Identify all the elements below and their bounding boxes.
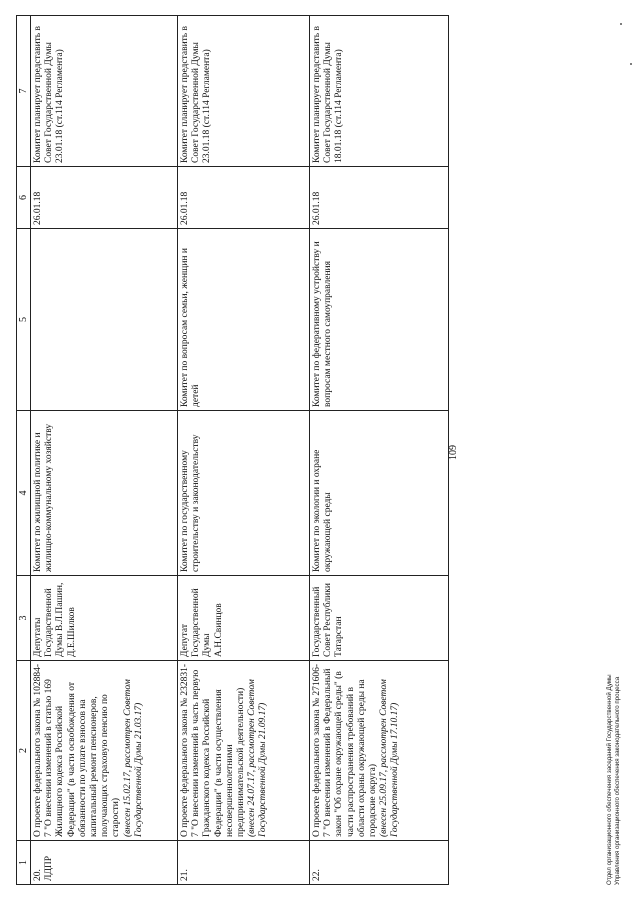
bill-note: (внесен 15.02.17, рассмотрен Советом Государственной Думы 21.03.17) xyxy=(122,679,144,837)
committee-plan: Комитет планирует представить в Совет Государственной Думы 23.01.18 (ст.114 Регламента) xyxy=(33,26,66,163)
committee-plan: Комитет планирует представить в Совет Государственной Думы 18.01.18 (ст.114 Регламента) xyxy=(312,26,345,163)
bill-note: (внесен 25.09.17, рассмотрен Советом Государственной Думы 17.10.17) xyxy=(379,679,401,837)
bill-author: Государственный Совет Республики Татарстан xyxy=(312,583,345,657)
page-number: 109 xyxy=(448,445,459,460)
header-col-3: 3 xyxy=(17,575,31,660)
header-col-5: 5 xyxy=(17,228,31,410)
row-number: 20. xyxy=(33,869,43,881)
header-col-1: 1 xyxy=(17,840,31,884)
scan-speck xyxy=(620,23,622,25)
co-committee: Комитет по вопросам семьи, женщин и детей xyxy=(180,248,202,407)
bill-note: (внесен 24.07.17, рассмотрен Советом Государственной Думы 21.09.17) xyxy=(247,679,269,837)
table-row xyxy=(178,16,309,884)
lead-committee: Комитет по государственному строительству и законодательству xyxy=(180,434,202,572)
bill-author: Депутат Государственной Думы А.Н.Свинцов xyxy=(180,588,224,657)
footer-line-2: Управления организационного обеспечения законодательного процесса xyxy=(614,676,621,885)
faction-tag: ЛДПР xyxy=(44,855,55,881)
bill-title: О проекте федерального закона № 232831-7 "О внесении изменений в часть первую Гражданского кодекса Российской Федерации" (в части осуществления несовершеннолетними предпринимательской деятельности) xyxy=(180,663,247,837)
row-number: 22. xyxy=(312,869,322,881)
row-number: 21. xyxy=(180,869,190,881)
footer xyxy=(606,674,622,885)
committee-plan: Комитет планирует представить в Совет Государственной Думы 23.01.18 (ст.114 Регламента) xyxy=(180,26,213,163)
table-row xyxy=(31,16,177,884)
bill-title: О проекте федерального закона № 271606-7 "О внесении изменений в Федеральный закон "Об охране окружающей среды" (в части распространения требований в области охраны окружающей среды на городские округа) xyxy=(312,663,379,837)
co-committee: Комитет по федеративному устройству и вопросам местного самоуправления xyxy=(312,241,334,407)
footer-line-1: Отдел организационного обеспечения заседаний Государственной Думы xyxy=(606,674,613,885)
scan-speck xyxy=(630,63,632,65)
lead-committee: Комитет по жилищной политике и жилищно-коммунальному хозяйству xyxy=(33,423,55,572)
bills-table xyxy=(16,15,449,885)
bill-author: Депутаты Государственной Думы В.Л.Пашин, Д.Е.Шилков xyxy=(33,582,77,657)
header-col-7: 7 xyxy=(17,16,31,166)
review-date: 26.01.18 xyxy=(312,191,322,225)
lead-committee: Комитет по экологии и охране окружающей среды xyxy=(312,449,334,572)
header-col-2: 2 xyxy=(17,660,31,840)
header-col-6: 6 xyxy=(17,166,31,228)
bill-title: О проекте федерального закона № 102884-7 "О внесении изменений в статью 169 Жилищного кодекса Российской Федерации" (в части освобождения от обязанности по уплате взносов на капитальный ремонт пенсионеров, получающих страховую пенсию по старости) xyxy=(33,663,122,837)
review-date: 26.01.18 xyxy=(33,191,43,225)
table-row xyxy=(310,16,447,884)
header-col-4: 4 xyxy=(17,410,31,575)
review-date: 26.01.18 xyxy=(180,191,190,225)
